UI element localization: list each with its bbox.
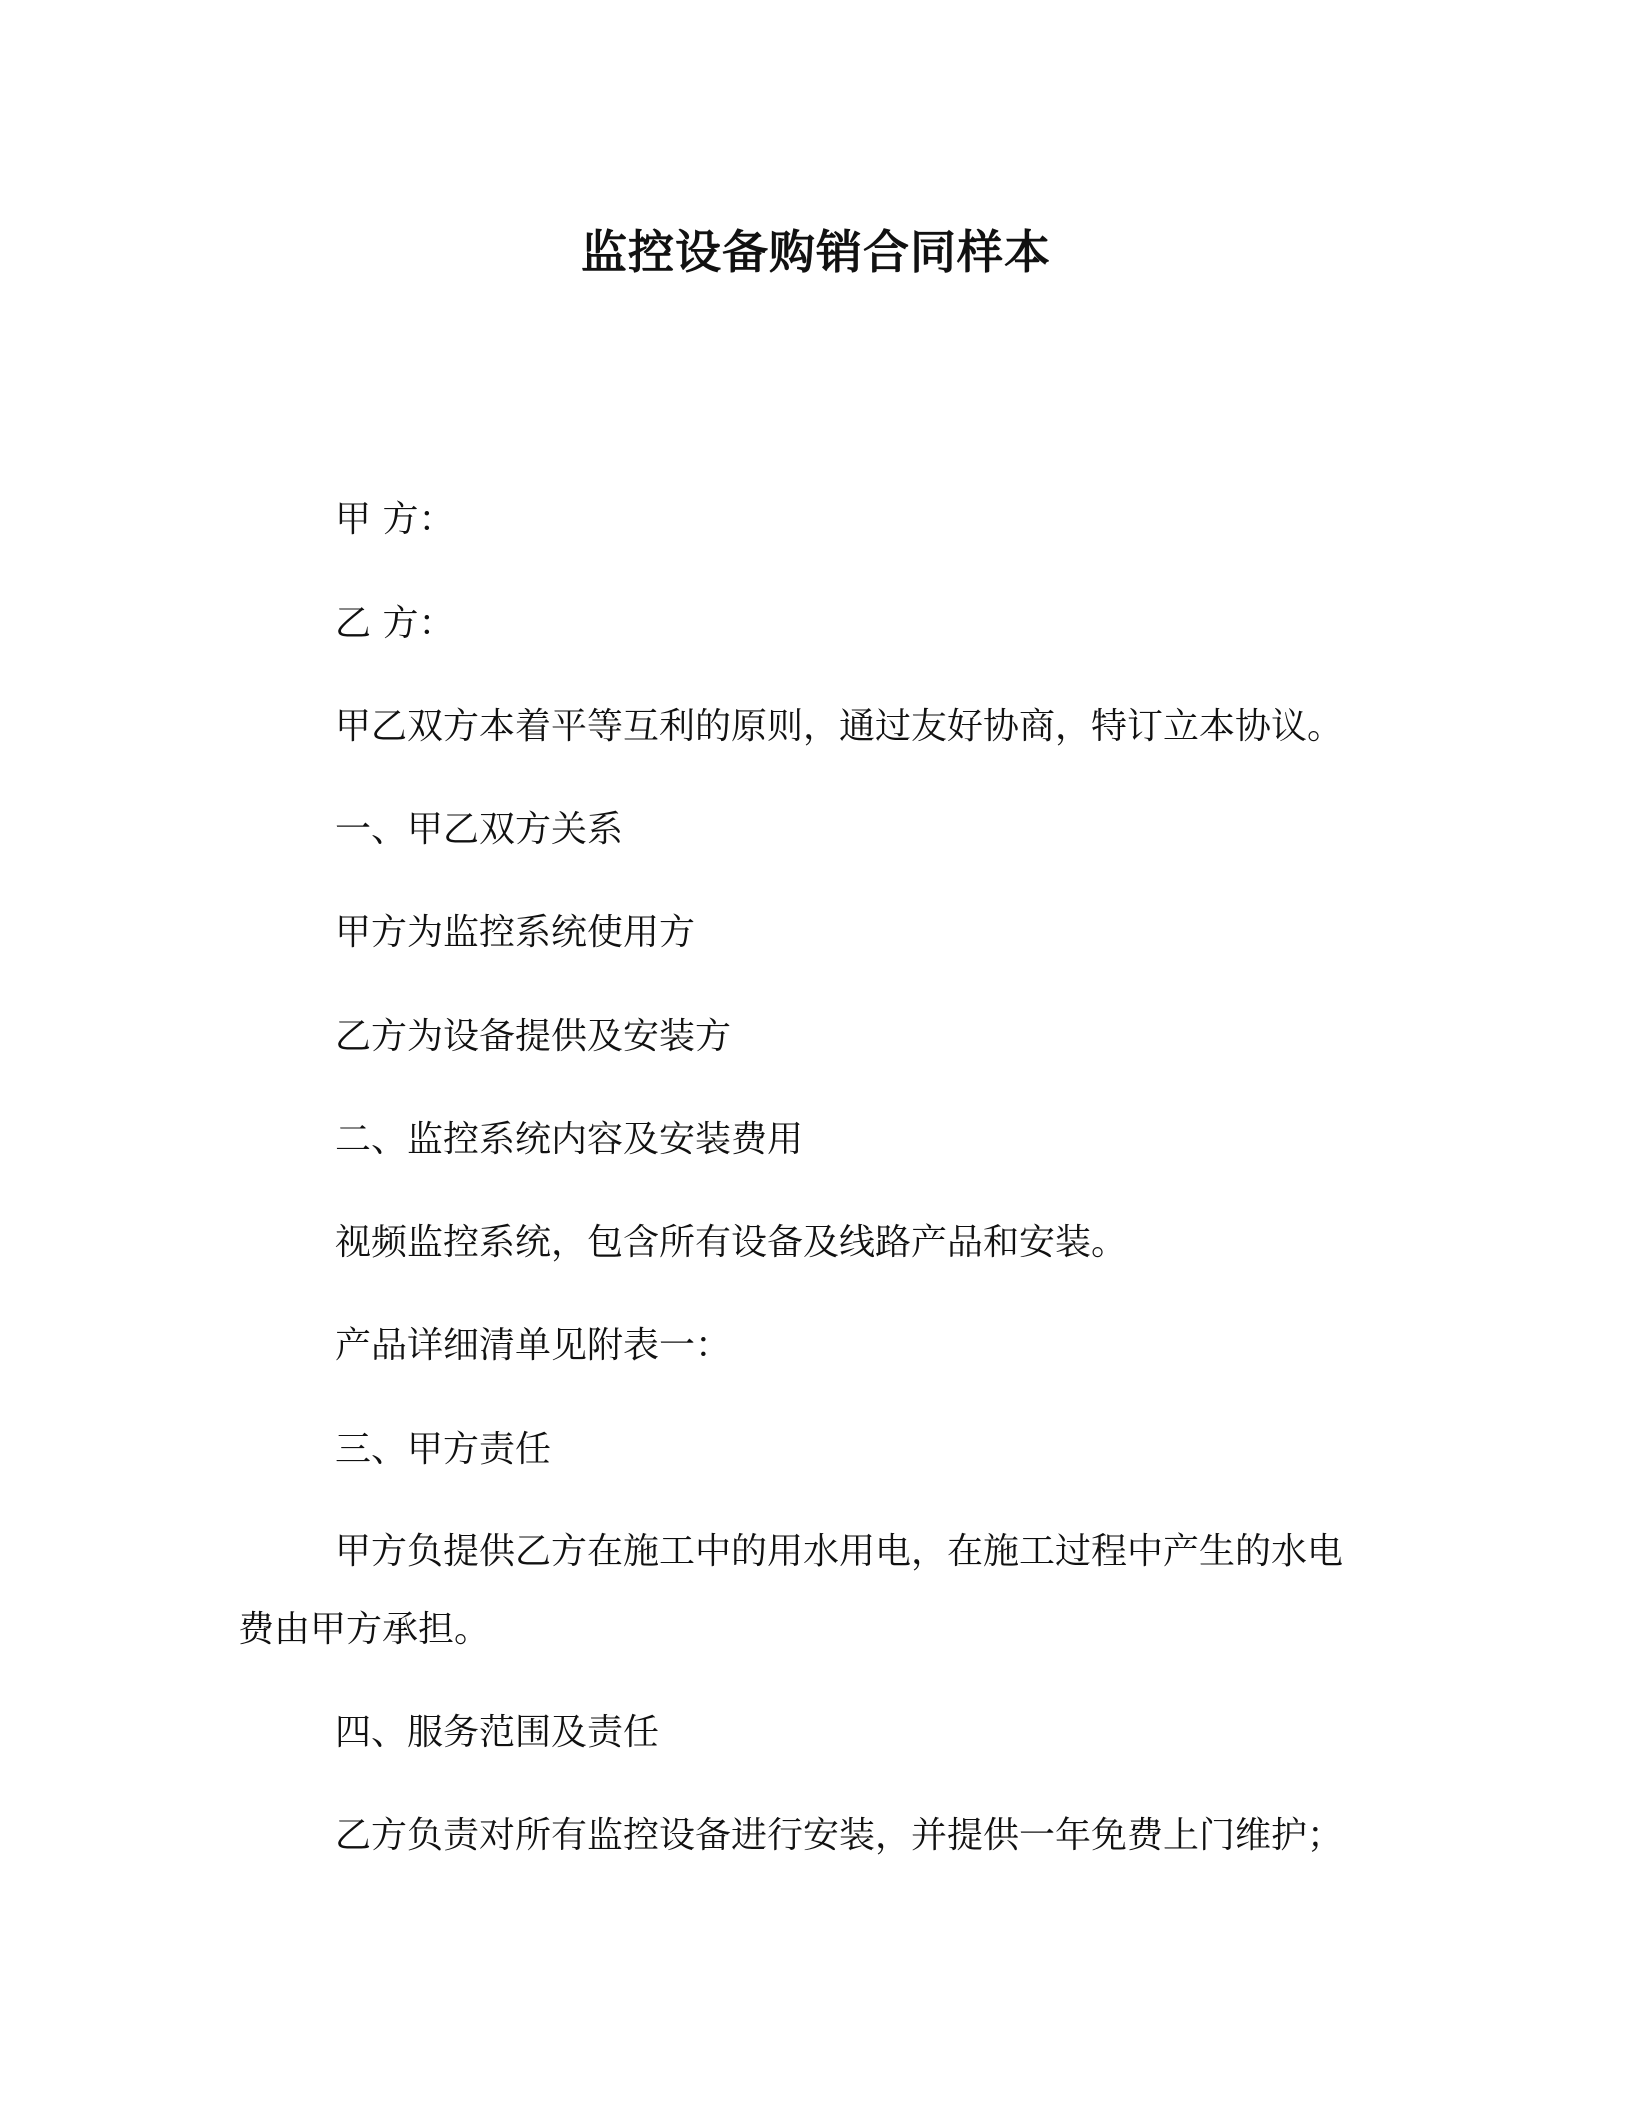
party-b-line: 乙 方： bbox=[335, 603, 455, 644]
section-1-item-b: 乙方为设备提供及安装方 bbox=[335, 1016, 732, 1057]
section-2-heading: 二、监控系统内容及安装费用 bbox=[335, 1119, 804, 1160]
document-title: 监控设备购销合同样本 bbox=[581, 225, 1051, 279]
preamble-paragraph: 甲乙双方本着平等互利的原则，通过友好协商，特订立本协议。 bbox=[335, 706, 1344, 747]
section-2-list-note: 产品详细清单见附表一： bbox=[335, 1325, 732, 1366]
section-2-content: 视频监控系统，包含所有设备及线路产品和安装。 bbox=[335, 1222, 1128, 1263]
section-4-heading: 四、服务范围及责任 bbox=[335, 1712, 660, 1753]
section-3-heading: 三、甲方责任 bbox=[335, 1429, 552, 1470]
section-3-content: 甲方负提供乙方在施工中的用水用电，在施工过程中产生的水电费由甲方承担。 bbox=[238, 1531, 1344, 1650]
section-1-heading: 一、甲乙双方关系 bbox=[335, 809, 624, 850]
section-4-content: 乙方负责对所有监控设备进行安装，并提供一年免费上门维护； bbox=[335, 1815, 1344, 1856]
section-1-item-a: 甲方为监控系统使用方 bbox=[335, 912, 696, 953]
party-a-line: 甲 方： bbox=[335, 499, 455, 540]
